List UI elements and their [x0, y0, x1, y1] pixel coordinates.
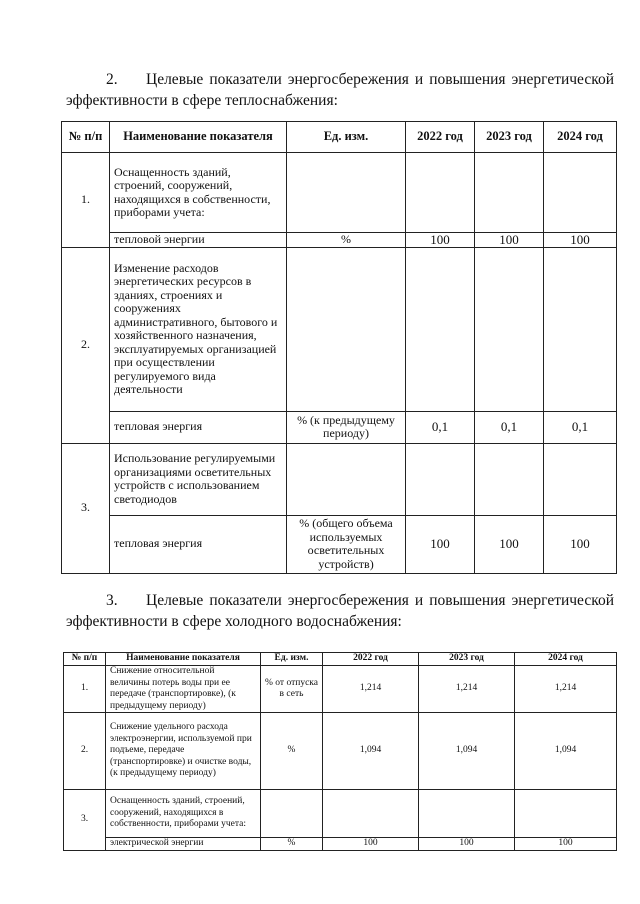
column-header: № п/п	[64, 653, 106, 666]
table-row	[62, 153, 617, 233]
value-2023: 0,1	[475, 411, 544, 443]
table-row	[62, 411, 617, 443]
column-header: 2022 год	[323, 653, 419, 666]
indicator-name: Снижение удельного расхода электроэнергии, используемой при подъеме, передаче (транспортировке) и очистке воды, (к предыдущему периоду)	[106, 713, 261, 790]
table-row	[62, 233, 617, 248]
value-2023: 1,094	[419, 713, 515, 790]
value-2023: 100	[475, 233, 544, 248]
value-2022: 100	[406, 515, 475, 573]
value-2023: 100	[419, 838, 515, 851]
table-row	[64, 790, 617, 838]
column-header: Ед. изм.	[287, 122, 406, 153]
value-2023: 100	[475, 515, 544, 573]
indicator-subname: тепловой энергии	[110, 233, 287, 248]
section-2-title: Целевые показатели энергосбережения и повышения энергетической эффективности в сфере теплоснабжения:	[66, 71, 614, 109]
column-header: Наименование показателя	[106, 653, 261, 666]
row-number: 1.	[64, 666, 106, 713]
value-2023: 1,214	[419, 666, 515, 713]
value-2024: 0,1	[544, 411, 617, 443]
column-header: Ед. изм.	[261, 653, 323, 666]
value-2022: 100	[323, 838, 419, 851]
value-2022: 0,1	[406, 411, 475, 443]
indicator-subname: тепловая энергия	[110, 411, 287, 443]
table-row	[64, 666, 617, 713]
row-number: 3.	[62, 443, 110, 573]
row-number: 3.	[64, 790, 106, 851]
section-2-number: 2.	[106, 71, 118, 88]
value-2022: 1,214	[323, 666, 419, 713]
value-2022: 1,094	[323, 713, 419, 790]
unit-cell: %	[261, 838, 323, 851]
value-2024: 100	[544, 233, 617, 248]
row-number: 1.	[62, 153, 110, 248]
table-header-row	[64, 653, 617, 666]
column-header: № п/п	[62, 122, 110, 153]
table-header-row	[62, 122, 617, 153]
column-header: 2023 год	[419, 653, 515, 666]
table-row	[62, 247, 617, 411]
indicator-name: Снижение относительной величины потерь воды при ее передаче (транспортировке), (к предыдущему периоду)	[106, 666, 261, 713]
section-2-heading	[66, 69, 614, 111]
value-2024: 100	[544, 515, 617, 573]
unit-cell: % (общего объема используемых осветительных устройств)	[287, 515, 406, 573]
indicator-name: Оснащенность зданий, строений, сооружений, находящихся в собственности, приборами учета:	[106, 790, 261, 838]
column-header: 2022 год	[406, 122, 475, 153]
table-row	[62, 515, 617, 573]
heat-supply-table	[61, 121, 617, 574]
indicator-name: Оснащенность зданий, строений, сооружений, находящихся в собственности, приборами учета:	[110, 153, 287, 233]
unit-cell: % (к предыдущему периоду)	[287, 411, 406, 443]
value-2024: 1,094	[515, 713, 617, 790]
indicator-subname: тепловая энергия	[110, 515, 287, 573]
indicator-name: Изменение расходов энергетических ресурсов в зданиях, строениях и сооружениях административного, бытового и хозяйственного назначения, эксплуатируемых организацией при осуществлении регулируемого вида деятельности	[110, 247, 287, 411]
column-header: 2023 год	[475, 122, 544, 153]
row-number: 2.	[62, 247, 110, 443]
indicator-name: Использование регулируемыми организациями осветительных устройств с использованием светодиодов	[110, 443, 287, 515]
value-2022: 100	[406, 233, 475, 248]
section-3-title: Целевые показатели энергосбережения и повышения энергетической эффективности в сфере холодного водоснабжения:	[66, 592, 614, 630]
column-header: 2024 год	[515, 653, 617, 666]
row-number: 2.	[64, 713, 106, 790]
table-row	[62, 443, 617, 515]
value-2024: 1,214	[515, 666, 617, 713]
unit-cell: %	[261, 713, 323, 790]
section-3-number: 3.	[106, 592, 118, 609]
column-header: 2024 год	[544, 122, 617, 153]
indicator-subname: электрической энергии	[106, 838, 261, 851]
table-row	[64, 838, 617, 851]
table-row	[64, 713, 617, 790]
cold-water-supply-table	[63, 652, 617, 851]
unit-cell: %	[287, 233, 406, 248]
value-2024: 100	[515, 838, 617, 851]
section-3-heading	[66, 590, 614, 632]
unit-cell: % от отпуска в сеть	[261, 666, 323, 713]
column-header: Наименование показателя	[110, 122, 287, 153]
